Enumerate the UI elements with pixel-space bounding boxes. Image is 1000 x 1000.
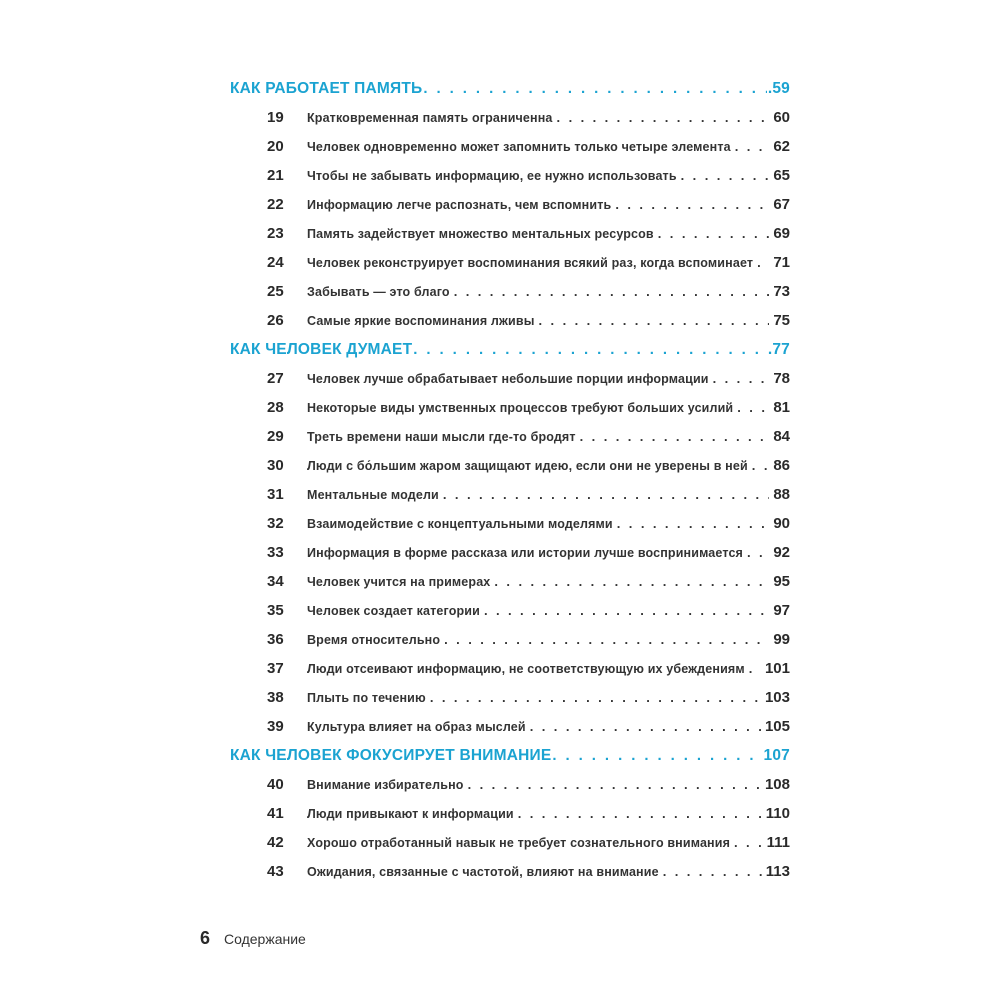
toc-entry [230,486,790,515]
entry-page-number: 111 [766,834,790,851]
entry-page-number: 110 [765,805,790,822]
toc-entry [230,660,790,689]
toc-entry [230,602,790,631]
entry-page-number: 108 [764,776,790,793]
entry-number: 41 [267,805,284,822]
toc-entry [230,457,790,486]
dot-leader [752,458,770,473]
entry-title: Информацию легче распознать, чем вспомнить [307,198,612,212]
entry-title: Внимание избирательно [307,778,464,792]
entry-title: Люди отсеивают информацию, не соответствующую их убеждениям [307,662,745,676]
section-page-number: .77 [767,341,790,358]
entry-page-number: 99 [773,631,790,648]
entry-title: Человек лучше обрабатывает небольшие порции информации [307,372,709,386]
entry-number: 25 [267,283,284,300]
dot-leader [530,719,761,734]
table-of-contents [230,80,790,892]
dot-leader [617,516,770,531]
entry-number: 28 [267,399,284,416]
entry-page-number: 65 [773,167,790,184]
dot-leader [413,341,767,358]
entry-page-number: 97 [773,602,790,619]
toc-entry [230,370,790,399]
entry-title: Человек создает категории [307,604,480,618]
entry-number: 37 [267,660,284,677]
entry-title: Чтобы не забывать информацию, ее нужно использовать [307,169,677,183]
dot-leader [468,777,761,792]
section-title: КАК РАБОТАЕТ ПАМЯТЬ [230,80,423,97]
entry-title: Некоторые виды умственных процессов требуют больших усилий [307,401,734,415]
entry-number: 27 [267,370,284,387]
toc-entry [230,109,790,138]
entry-page-number: 69 [773,225,790,242]
toc-entry [230,283,790,312]
dot-leader [518,806,762,821]
toc-section-heading [230,341,790,370]
page-number: 6 [200,928,211,948]
entry-number: 34 [267,573,284,590]
entry-title: Культура влияет на образ мыслей [307,720,526,734]
entry-page-number: 90 [773,515,790,532]
dot-leader [747,545,769,560]
dot-leader [737,400,769,415]
entry-page-number: 86 [773,457,790,474]
entry-title: Человек одновременно может запомнить только четыре элемента [307,140,731,154]
entry-number: 36 [267,631,284,648]
entry-page-number: 81 [773,399,790,416]
entry-title: Хорошо отработанный навык не требует сознательного внимания [307,836,731,850]
entry-number: 31 [267,486,284,503]
entry-title: Плыть по течению [307,691,426,705]
dot-leader [552,747,762,764]
dot-leader [443,487,769,502]
entry-number: 39 [267,718,284,735]
dot-leader [430,690,761,705]
dot-leader [663,864,762,879]
entry-page-number: 62 [773,138,790,155]
dot-leader [734,835,763,850]
entry-number: 26 [267,312,284,329]
dot-leader [557,110,770,125]
entry-page-number: 92 [773,544,790,561]
toc-section-heading [230,747,790,776]
entry-number: 21 [267,167,284,184]
dot-leader [735,139,770,154]
entry-page-number: 60 [773,109,790,126]
entry-number: 30 [267,457,284,474]
running-title: Содержание [224,931,306,947]
toc-entry [230,312,790,341]
entry-page-number: 103 [764,689,790,706]
dot-leader [757,255,769,270]
entry-title: Ментальные модели [307,488,439,502]
entry-title: Забывать — это благо [307,285,450,299]
entry-title: Взаимодействие с концептуальными моделями [307,517,613,531]
entry-title: Люди привыкают к информации [307,807,514,821]
toc-entry [230,834,790,863]
dot-leader [658,226,770,241]
dot-leader [615,197,769,212]
toc-entry [230,428,790,457]
entry-number: 43 [267,863,284,880]
entry-number: 33 [267,544,284,561]
entry-title: Кратковременная память ограниченна [307,111,553,125]
toc-entry [230,196,790,225]
toc-section-heading [230,80,790,109]
entry-number: 32 [267,515,284,532]
toc-entry [230,863,790,892]
toc-entry [230,544,790,573]
entry-page-number: 71 [773,254,790,271]
toc-entry [230,805,790,834]
dot-leader [749,661,761,676]
entry-title: Треть времени наши мысли где-то бродят [307,430,576,444]
section-page-number: .59 [767,80,790,97]
toc-entry [230,254,790,283]
entry-number: 23 [267,225,284,242]
toc-entry [230,718,790,747]
entry-number: 35 [267,602,284,619]
toc-entry [230,573,790,602]
dot-leader [580,429,770,444]
entry-page-number: 101 [764,660,790,677]
dot-leader [681,168,770,183]
entry-title: Люди с бо́льшим жаром защищают идею, если они не уверены в ней [307,459,748,473]
dot-leader [539,313,770,328]
dot-leader [444,632,769,647]
entry-title: Время относительно [307,633,441,647]
entry-page-number: 73 [773,283,790,300]
entry-page-number: 95 [773,573,790,590]
toc-entry [230,776,790,805]
entry-title: Человек реконструирует воспоминания всякий раз, когда вспоминает [307,256,754,270]
entry-page-number: 113 [765,863,790,880]
page-footer [200,928,306,949]
entry-page-number: 78 [773,370,790,387]
entry-page-number: 105 [764,718,790,735]
entry-title: Самые яркие воспоминания лживы [307,314,535,328]
entry-number: 24 [267,254,284,271]
toc-entry [230,225,790,254]
toc-entry [230,167,790,196]
entry-title: Информация в форме рассказа или истории лучше воспринимается [307,546,744,560]
entry-page-number: 67 [773,196,790,213]
toc-entry [230,138,790,167]
dot-leader [494,574,769,589]
toc-entry [230,399,790,428]
entry-title: Ожидания, связанные с частотой, влияют на внимание [307,865,659,879]
entry-page-number: 84 [773,428,790,445]
section-title: КАК ЧЕЛОВЕК ДУМАЕТ [230,341,413,358]
toc-entry [230,689,790,718]
section-page-number: 107 [763,747,790,764]
dot-leader [484,603,769,618]
entry-number: 20 [267,138,284,155]
dot-leader [713,371,770,386]
toc-entry [230,515,790,544]
entry-number: 38 [267,689,284,706]
entry-number: 22 [267,196,284,213]
section-title: КАК ЧЕЛОВЕК ФОКУСИРУЕТ ВНИМАНИЕ [230,747,552,764]
dot-leader [423,80,766,97]
entry-number: 29 [267,428,284,445]
entry-page-number: 75 [773,312,790,329]
entry-title: Память задействует множество ментальных ресурсов [307,227,654,241]
entry-number: 40 [267,776,284,793]
entry-title: Человек учится на примерах [307,575,491,589]
entry-number: 19 [267,109,284,126]
entry-page-number: 88 [773,486,790,503]
toc-entry [230,631,790,660]
dot-leader [454,284,770,299]
entry-number: 42 [267,834,284,851]
